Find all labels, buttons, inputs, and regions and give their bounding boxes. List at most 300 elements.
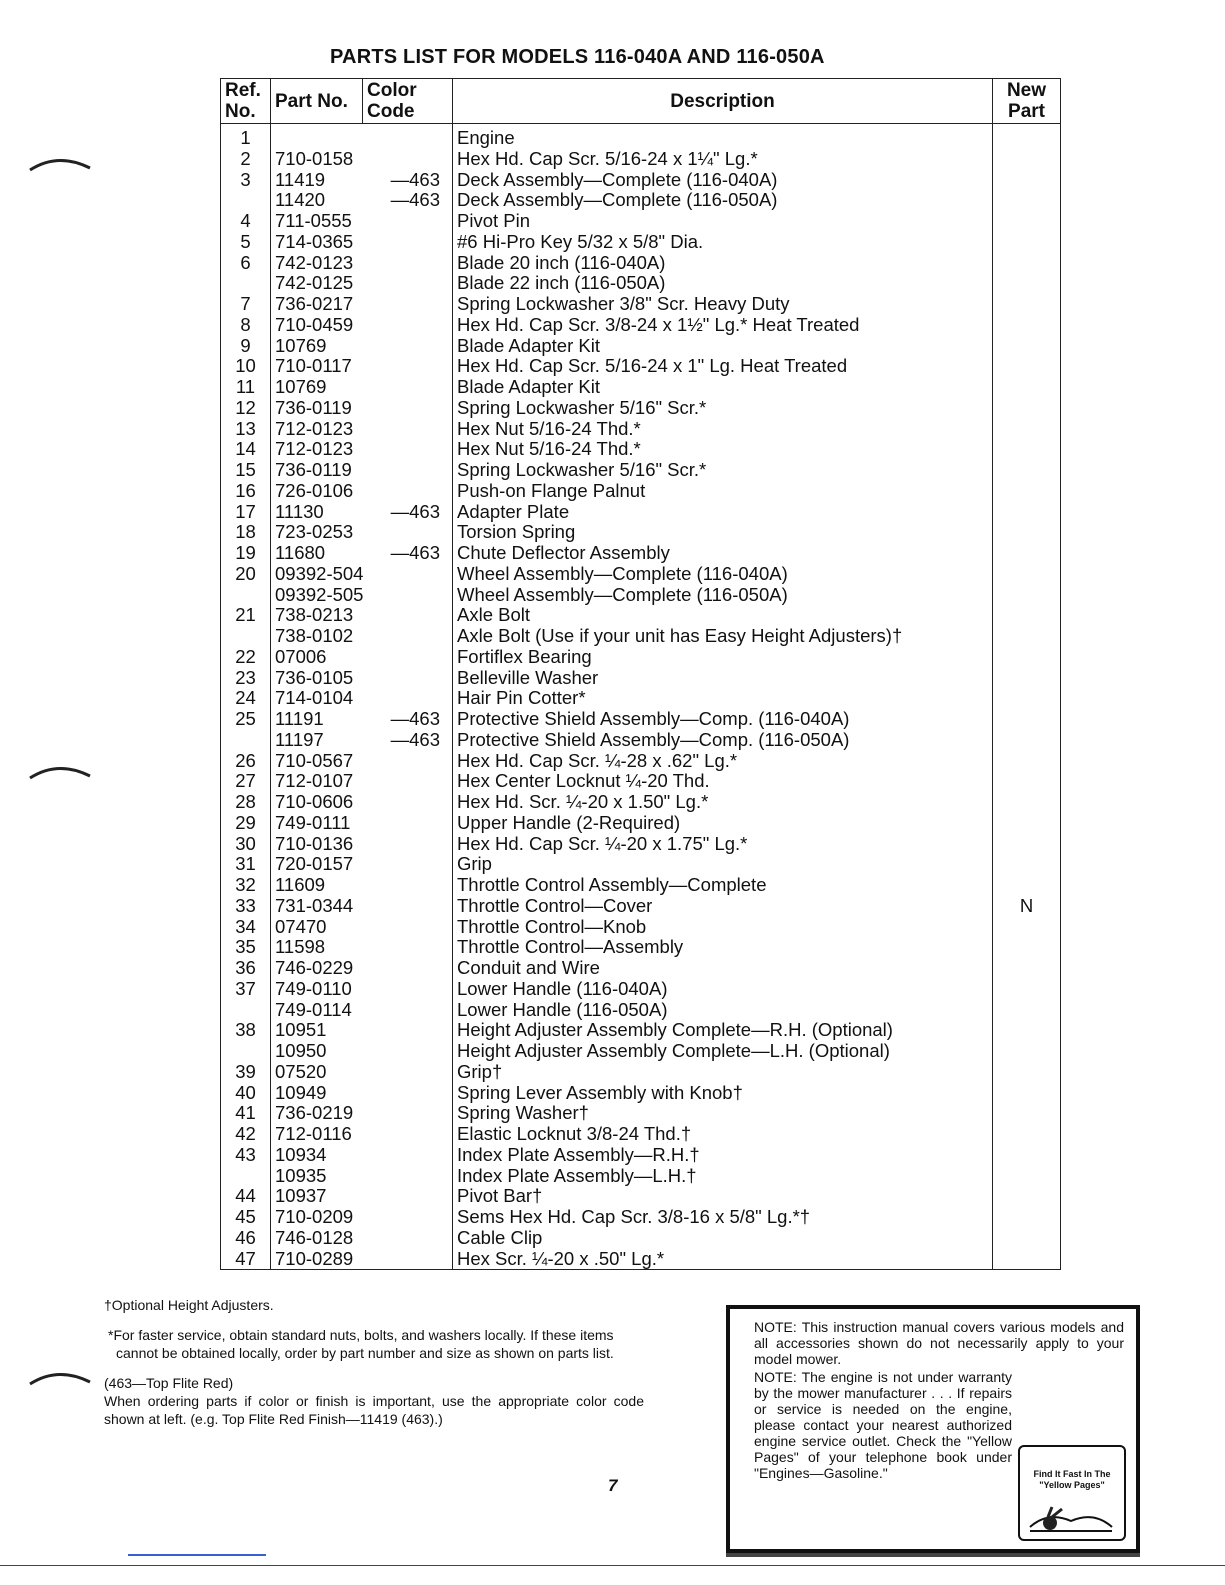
table-row	[221, 460, 1061, 481]
new-part-cell	[993, 979, 1061, 1000]
description-cell: Deck Assembly—Complete (116-040A)	[453, 170, 993, 191]
color-code-cell	[363, 958, 453, 979]
description-cell: Blade 22 inch (116-050A)	[453, 273, 993, 294]
new-part-cell	[993, 813, 1061, 834]
color-code-cell	[363, 979, 453, 1000]
table-row	[221, 896, 1061, 917]
part-no-cell: 712-0107	[271, 771, 363, 792]
color-code-cell	[363, 1145, 453, 1166]
new-part-cell	[993, 1145, 1061, 1166]
ref-no-cell: 13	[221, 419, 271, 440]
new-part-cell	[993, 398, 1061, 419]
part-no-cell: 710-0158	[271, 149, 363, 170]
description-cell: Throttle Control—Knob	[453, 917, 993, 938]
color-code-cell	[363, 647, 453, 668]
color-code-cell: —463	[363, 170, 453, 191]
new-part-cell	[993, 937, 1061, 958]
note-box	[726, 1305, 1140, 1553]
new-part-cell	[993, 1000, 1061, 1021]
table-row	[221, 626, 1061, 647]
ref-no-cell: 37	[221, 979, 271, 1000]
description-cell: Axle Bolt (Use if your unit has Easy Height Adjusters)†	[453, 626, 993, 647]
table-row	[221, 937, 1061, 958]
ref-no-cell: 18	[221, 522, 271, 543]
bottom-link-underline	[128, 1554, 266, 1556]
part-no-cell: 712-0123	[271, 419, 363, 440]
color-code-cell	[363, 688, 453, 709]
yellow-pages-text: Find It Fast In The "Yellow Pages"	[1033, 1469, 1111, 1490]
note-instruction-manual: NOTE: This instruction manual covers various models and all accessories shown do not necessarily apply to your model mower.	[754, 1319, 1124, 1367]
new-part-cell	[993, 1186, 1061, 1207]
description-cell: Index Plate Assembly—R.H.†	[453, 1145, 993, 1166]
ref-no-cell: 27	[221, 771, 271, 792]
ref-no-cell: 43	[221, 1145, 271, 1166]
table-row	[221, 688, 1061, 709]
footnote-ordering: When ordering parts if color or finish is important, use the appropriate color code shown at left. (e.g. Top Flite Red Finish—11419 (463).)	[104, 1393, 644, 1427]
ref-no-cell: 45	[221, 1207, 271, 1228]
ref-no-cell	[221, 585, 271, 606]
color-code-cell	[363, 751, 453, 772]
table-row	[221, 481, 1061, 502]
description-cell: Hex Hd. Cap Scr. 5/16-24 x 1¼" Lg.*	[453, 149, 993, 170]
ref-no-cell: 23	[221, 668, 271, 689]
ref-no-cell	[221, 626, 271, 647]
ref-no-cell: 6	[221, 253, 271, 274]
description-cell: #6 Hi-Pro Key 5/32 x 5/8" Dia.	[453, 232, 993, 253]
description-cell: Spring Lockwasher 5/16" Scr.*	[453, 398, 993, 419]
table-row	[221, 771, 1061, 792]
table-row	[221, 1166, 1061, 1187]
color-code-cell	[363, 253, 453, 274]
table-row	[221, 522, 1061, 543]
table-row	[221, 875, 1061, 896]
new-part-cell	[993, 419, 1061, 440]
ref-no-cell: 9	[221, 336, 271, 357]
description-cell: Deck Assembly—Complete (116-050A)	[453, 190, 993, 211]
table-row	[221, 190, 1061, 211]
header-part-no: Part No.	[271, 79, 363, 124]
description-cell: Blade 20 inch (116-040A)	[453, 253, 993, 274]
part-no-cell: 714-0365	[271, 232, 363, 253]
color-code-cell	[363, 1103, 453, 1124]
color-code-cell	[363, 1166, 453, 1187]
color-code-cell	[363, 377, 453, 398]
table-row	[221, 356, 1061, 377]
ref-no-cell: 11	[221, 377, 271, 398]
ref-no-cell: 44	[221, 1186, 271, 1207]
part-no-cell: 11419	[271, 170, 363, 191]
table-row	[221, 1041, 1061, 1062]
new-part-cell	[993, 1062, 1061, 1083]
part-no-cell: 714-0104	[271, 688, 363, 709]
description-cell: Blade Adapter Kit	[453, 377, 993, 398]
description-cell: Grip	[453, 854, 993, 875]
part-no-cell: 10935	[271, 1166, 363, 1187]
ref-no-cell: 5	[221, 232, 271, 253]
description-cell: Upper Handle (2-Required)	[453, 813, 993, 834]
color-code-cell	[363, 875, 453, 896]
description-cell: Axle Bolt	[453, 605, 993, 626]
table-row	[221, 336, 1061, 357]
description-cell: Hex Hd. Cap Scr. 5/16-24 x 1" Lg. Heat Treated	[453, 356, 993, 377]
color-code-cell	[363, 585, 453, 606]
bottom-divider	[0, 1565, 1225, 1566]
color-code-cell	[363, 336, 453, 357]
new-part-cell	[993, 543, 1061, 564]
part-no-cell: 710-0606	[271, 792, 363, 813]
table-row	[221, 1145, 1061, 1166]
table-row	[221, 1124, 1061, 1145]
new-part-cell	[993, 1103, 1061, 1124]
part-no-cell: 11420	[271, 190, 363, 211]
ref-no-cell: 22	[221, 647, 271, 668]
description-cell: Hex Hd. Scr. ¼-20 x 1.50" Lg.*	[453, 792, 993, 813]
ref-no-cell: 7	[221, 294, 271, 315]
part-no-cell: 09392-505	[271, 585, 363, 606]
color-code-cell	[363, 896, 453, 917]
description-cell: Protective Shield Assembly—Comp. (116-050A)	[453, 730, 993, 751]
part-no-cell: 749-0110	[271, 979, 363, 1000]
table-row	[221, 605, 1061, 626]
part-no-cell: 736-0217	[271, 294, 363, 315]
new-part-cell	[993, 854, 1061, 875]
description-cell: Cable Clip	[453, 1228, 993, 1249]
part-no-cell: 10937	[271, 1186, 363, 1207]
part-no-cell: 731-0344	[271, 896, 363, 917]
table-row	[221, 854, 1061, 875]
part-no-cell: 746-0128	[271, 1228, 363, 1249]
new-part-cell	[993, 605, 1061, 626]
part-no-cell: 736-0219	[271, 1103, 363, 1124]
ref-no-cell: 34	[221, 917, 271, 938]
new-part-cell	[993, 564, 1061, 585]
color-code-cell	[363, 460, 453, 481]
table-row	[221, 253, 1061, 274]
table-row	[221, 585, 1061, 606]
ref-no-cell: 24	[221, 688, 271, 709]
part-no-cell: 742-0123	[271, 253, 363, 274]
color-code-cell	[363, 1000, 453, 1021]
ref-no-cell: 21	[221, 605, 271, 626]
table-row	[221, 979, 1061, 1000]
new-part-cell	[993, 190, 1061, 211]
table-row	[221, 792, 1061, 813]
header-ref-no: Ref. No.	[221, 79, 271, 124]
description-cell: Hex Hd. Cap Scr. ¼-20 x 1.75" Lg.*	[453, 834, 993, 855]
new-part-cell	[993, 688, 1061, 709]
new-part-cell	[993, 1249, 1061, 1270]
color-code-cell	[363, 273, 453, 294]
table-row	[221, 1207, 1061, 1228]
new-part-cell	[993, 875, 1061, 896]
table-row	[221, 170, 1061, 191]
new-part-cell	[993, 647, 1061, 668]
color-code-cell	[363, 1041, 453, 1062]
ref-no-cell: 31	[221, 854, 271, 875]
header-new-part: New Part	[993, 79, 1061, 124]
description-cell: Pivot Pin	[453, 211, 993, 232]
table-row	[221, 730, 1061, 751]
part-no-cell: 720-0157	[271, 854, 363, 875]
color-code-cell	[363, 522, 453, 543]
table-row	[221, 564, 1061, 585]
ref-no-cell: 46	[221, 1228, 271, 1249]
ref-no-cell: 36	[221, 958, 271, 979]
part-no-cell: 11130	[271, 502, 363, 523]
part-no-cell: 710-0567	[271, 751, 363, 772]
table-row	[221, 273, 1061, 294]
ref-no-cell: 33	[221, 896, 271, 917]
description-cell: Engine	[453, 124, 993, 149]
part-no-cell: 726-0106	[271, 481, 363, 502]
description-cell: Index Plate Assembly—L.H.†	[453, 1166, 993, 1187]
ref-no-cell: 19	[221, 543, 271, 564]
part-no-cell: 10949	[271, 1083, 363, 1104]
new-part-cell	[993, 709, 1061, 730]
description-cell: Chute Deflector Assembly	[453, 543, 993, 564]
ref-no-cell	[221, 730, 271, 751]
ref-no-cell: 26	[221, 751, 271, 772]
walking-fingers-icon	[1028, 1505, 1114, 1535]
footnotes	[104, 1296, 644, 1440]
table-row	[221, 543, 1061, 564]
description-cell: Lower Handle (116-050A)	[453, 1000, 993, 1021]
description-cell: Blade Adapter Kit	[453, 336, 993, 357]
part-no-cell: 07006	[271, 647, 363, 668]
new-part-cell	[993, 522, 1061, 543]
part-no-cell: 10769	[271, 377, 363, 398]
page-title: PARTS LIST FOR MODELS 116-040A AND 116-050A	[330, 46, 825, 68]
description-cell: Hair Pin Cotter*	[453, 688, 993, 709]
scan-hole-mark-icon	[28, 1370, 92, 1388]
table-row	[221, 315, 1061, 336]
ref-no-cell: 12	[221, 398, 271, 419]
color-code-cell	[363, 439, 453, 460]
part-no-cell: 11609	[271, 875, 363, 896]
color-code-cell	[363, 232, 453, 253]
color-code-cell	[363, 211, 453, 232]
new-part-cell	[993, 1041, 1061, 1062]
color-code-cell: —463	[363, 502, 453, 523]
new-part-cell	[993, 439, 1061, 460]
yellow-pages-badge	[1018, 1445, 1126, 1541]
description-cell: Hex Nut 5/16-24 Thd.*	[453, 439, 993, 460]
color-code-cell	[363, 668, 453, 689]
description-cell: Grip†	[453, 1062, 993, 1083]
color-code-cell	[363, 1062, 453, 1083]
part-no-cell: 10950	[271, 1041, 363, 1062]
new-part-cell	[993, 502, 1061, 523]
part-no-cell: 742-0125	[271, 273, 363, 294]
new-part-cell	[993, 668, 1061, 689]
ref-no-cell: 4	[221, 211, 271, 232]
new-part-cell	[993, 232, 1061, 253]
color-code-cell	[363, 854, 453, 875]
part-no-cell: 710-0209	[271, 1207, 363, 1228]
part-no-cell	[271, 124, 363, 149]
ref-no-cell: 2	[221, 149, 271, 170]
header-description: Description	[453, 79, 993, 124]
color-code-cell	[363, 1207, 453, 1228]
part-no-cell: 746-0229	[271, 958, 363, 979]
table-row	[221, 1249, 1061, 1270]
description-cell: Throttle Control—Assembly	[453, 937, 993, 958]
ref-no-cell: 8	[221, 315, 271, 336]
new-part-cell	[993, 377, 1061, 398]
ref-no-cell: 15	[221, 460, 271, 481]
part-no-cell: 710-0459	[271, 315, 363, 336]
color-code-cell	[363, 834, 453, 855]
table-row	[221, 813, 1061, 834]
ref-no-cell: 38	[221, 1020, 271, 1041]
part-no-cell: 712-0123	[271, 439, 363, 460]
color-code-cell	[363, 917, 453, 938]
table-row	[221, 1186, 1061, 1207]
color-code-cell	[363, 419, 453, 440]
table-row	[221, 709, 1061, 730]
color-code-cell: —463	[363, 543, 453, 564]
part-no-cell: 09392-504	[271, 564, 363, 585]
description-cell: Hex Hd. Cap Scr. 3/8-24 x 1½" Lg.* Heat Treated	[453, 315, 993, 336]
description-cell: Pivot Bar†	[453, 1186, 993, 1207]
ref-no-cell: 3	[221, 170, 271, 191]
new-part-cell	[993, 834, 1061, 855]
table-row	[221, 1020, 1061, 1041]
ref-no-cell: 39	[221, 1062, 271, 1083]
color-code-cell	[363, 792, 453, 813]
note-engine-warranty: NOTE: The engine is not under warranty by the mower manufacturer . . . If repairs or service is needed on the engine, please contact your nearest authorized engine service outlet. Check the "Yellow Pages" of your telephone book under "Engines—Gasoline."	[754, 1369, 1012, 1481]
color-code-cell	[363, 356, 453, 377]
new-part-cell	[993, 792, 1061, 813]
part-no-cell: 749-0114	[271, 1000, 363, 1021]
description-cell: Fortiflex Bearing	[453, 647, 993, 668]
color-code-cell	[363, 1249, 453, 1270]
part-no-cell: 736-0105	[271, 668, 363, 689]
color-code-cell	[363, 564, 453, 585]
new-part-cell	[993, 1166, 1061, 1187]
ref-no-cell: 47	[221, 1249, 271, 1270]
ref-no-cell: 30	[221, 834, 271, 855]
new-part-cell	[993, 315, 1061, 336]
description-cell: Belleville Washer	[453, 668, 993, 689]
part-no-cell: 710-0289	[271, 1249, 363, 1270]
table-row	[221, 232, 1061, 253]
color-code-cell	[363, 294, 453, 315]
part-no-cell: 738-0102	[271, 626, 363, 647]
color-code-cell	[363, 124, 453, 149]
table-row	[221, 1103, 1061, 1124]
color-code-cell	[363, 398, 453, 419]
part-no-cell: 07470	[271, 917, 363, 938]
ref-no-cell: 42	[221, 1124, 271, 1145]
color-code-cell	[363, 1228, 453, 1249]
part-no-cell: 10934	[271, 1145, 363, 1166]
part-no-cell: 10951	[271, 1020, 363, 1041]
table-row	[221, 149, 1061, 170]
table-row	[221, 958, 1061, 979]
footnote-color-code: (463—Top Flite Red)	[104, 1375, 234, 1391]
color-code-cell: —463	[363, 709, 453, 730]
ref-no-cell: 32	[221, 875, 271, 896]
description-cell: Spring Lever Assembly with Knob†	[453, 1083, 993, 1104]
ref-no-cell: 17	[221, 502, 271, 523]
description-cell: Lower Handle (116-040A)	[453, 979, 993, 1000]
part-no-cell: 711-0555	[271, 211, 363, 232]
description-cell: Elastic Locknut 3/8-24 Thd.†	[453, 1124, 993, 1145]
part-no-cell: 738-0213	[271, 605, 363, 626]
new-part-cell	[993, 626, 1061, 647]
scan-hole-mark-icon	[28, 764, 92, 782]
new-part-cell	[993, 958, 1061, 979]
color-code-cell	[363, 1083, 453, 1104]
part-no-cell: 736-0119	[271, 398, 363, 419]
part-no-cell: 11598	[271, 937, 363, 958]
table-row	[221, 398, 1061, 419]
color-code-cell	[363, 937, 453, 958]
table-row	[221, 439, 1061, 460]
color-code-cell	[363, 605, 453, 626]
description-cell: Hex Center Locknut ¼-20 Thd.	[453, 771, 993, 792]
table-row	[221, 834, 1061, 855]
new-part-cell: N	[993, 896, 1061, 917]
new-part-cell	[993, 460, 1061, 481]
table-row	[221, 502, 1061, 523]
ref-no-cell: 10	[221, 356, 271, 377]
part-no-cell: 11197	[271, 730, 363, 751]
color-code-cell	[363, 771, 453, 792]
description-cell: Protective Shield Assembly—Comp. (116-040A)	[453, 709, 993, 730]
ref-no-cell: 41	[221, 1103, 271, 1124]
table-row	[221, 211, 1061, 232]
parts-table	[220, 78, 1061, 1270]
description-cell: Spring Washer†	[453, 1103, 993, 1124]
description-cell: Height Adjuster Assembly Complete—R.H. (Optional)	[453, 1020, 993, 1041]
description-cell: Throttle Control Assembly—Complete	[453, 875, 993, 896]
table-row	[221, 1083, 1061, 1104]
part-no-cell: 749-0111	[271, 813, 363, 834]
ref-no-cell: 29	[221, 813, 271, 834]
color-code-cell	[363, 481, 453, 502]
color-code-cell	[363, 1186, 453, 1207]
part-no-cell: 10769	[271, 336, 363, 357]
part-no-cell: 736-0119	[271, 460, 363, 481]
color-code-cell: —463	[363, 730, 453, 751]
new-part-cell	[993, 1207, 1061, 1228]
description-cell: Spring Lockwasher 5/16" Scr.*	[453, 460, 993, 481]
table-row	[221, 668, 1061, 689]
new-part-cell	[993, 356, 1061, 377]
new-part-cell	[993, 1083, 1061, 1104]
part-no-cell: 710-0136	[271, 834, 363, 855]
table-row	[221, 294, 1061, 315]
table-header-row	[221, 79, 1061, 124]
new-part-cell	[993, 1228, 1061, 1249]
ref-no-cell: 25	[221, 709, 271, 730]
color-code-cell	[363, 813, 453, 834]
new-part-cell	[993, 149, 1061, 170]
new-part-cell	[993, 273, 1061, 294]
part-no-cell: 723-0253	[271, 522, 363, 543]
new-part-cell	[993, 170, 1061, 191]
part-no-cell: 11191	[271, 709, 363, 730]
table-row	[221, 647, 1061, 668]
part-no-cell: 11680	[271, 543, 363, 564]
description-cell: Wheel Assembly—Complete (116-050A)	[453, 585, 993, 606]
description-cell: Push-on Flange Palnut	[453, 481, 993, 502]
table-row	[221, 124, 1061, 149]
description-cell: Spring Lockwasher 3/8" Scr. Heavy Duty	[453, 294, 993, 315]
ref-no-cell	[221, 273, 271, 294]
